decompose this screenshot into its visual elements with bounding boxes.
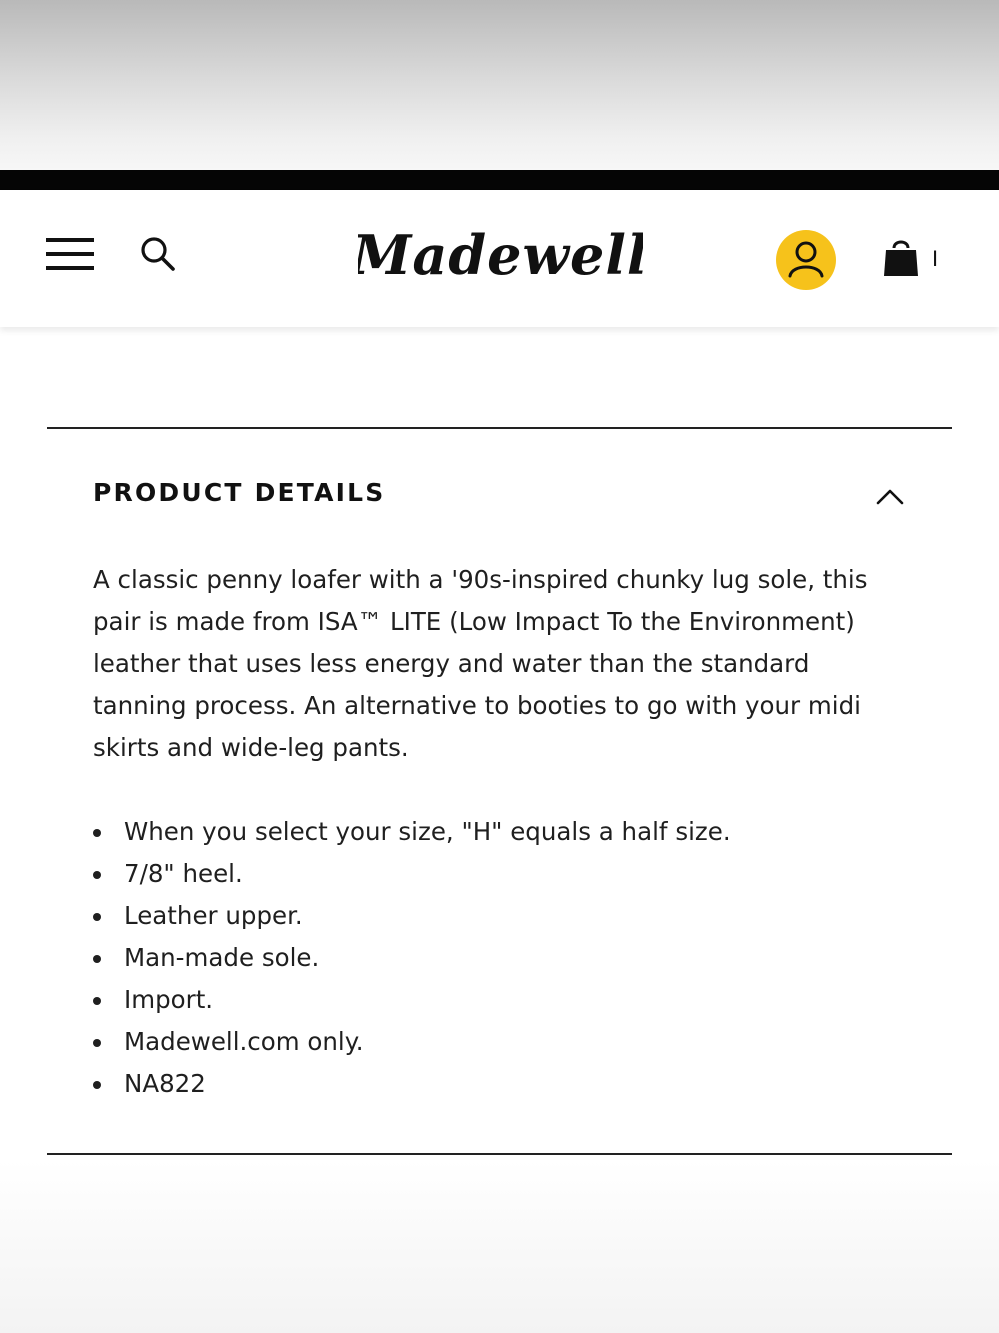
list-item xyxy=(93,895,893,937)
bullet-dot xyxy=(93,955,101,963)
list-item xyxy=(93,811,893,853)
list-item xyxy=(93,853,893,895)
top-backdrop xyxy=(0,0,999,170)
site-header xyxy=(0,190,999,327)
bag-count: I xyxy=(932,246,939,271)
search-icon[interactable] xyxy=(138,234,178,274)
shopping-bag-icon[interactable] xyxy=(882,236,920,278)
list-item xyxy=(93,1063,893,1105)
bullet-dot xyxy=(93,829,101,837)
list-item-text: Leather upper. xyxy=(124,901,303,930)
bullet-dot xyxy=(93,913,101,921)
brand-logo-text: Madewell xyxy=(358,223,643,287)
section-divider-top xyxy=(47,427,952,429)
list-item xyxy=(93,937,893,979)
bullet-dot xyxy=(93,997,101,1005)
bullet-dot xyxy=(93,871,101,879)
list-item-text: 7/8" heel. xyxy=(124,859,243,888)
list-item-text: Man-made sole. xyxy=(124,943,320,972)
list-item-text: Madewell.com only. xyxy=(124,1027,364,1056)
top-black-bar xyxy=(0,170,999,190)
account-icon[interactable] xyxy=(776,230,836,290)
list-item xyxy=(93,1021,893,1063)
list-item xyxy=(93,979,893,1021)
bullet-dot xyxy=(93,1081,101,1089)
list-item-text: NA822 xyxy=(124,1069,206,1098)
product-details-list xyxy=(93,811,893,1105)
bottom-backdrop xyxy=(0,1160,999,1333)
brand-logo[interactable] xyxy=(358,212,643,302)
chevron-up-icon[interactable] xyxy=(866,478,914,514)
product-description: A classic penny loafer with a '90s-inspired chunky lug sole, this pair is made from ISA™ LITE (Low Impact To the Environment) leather that uses less energy and water than the standard tanning process. An alternative to booties to go with your midi skirts and wide-leg pants. xyxy=(93,565,868,762)
product-details-title[interactable]: PRODUCT DETAILS xyxy=(93,478,386,507)
section-divider-bottom xyxy=(47,1153,952,1155)
list-item-text: Import. xyxy=(124,985,214,1014)
hamburger-menu-icon[interactable] xyxy=(46,234,94,274)
bullet-dot xyxy=(93,1039,101,1047)
list-item-text: When you select your size, "H" equals a half size. xyxy=(124,817,731,846)
